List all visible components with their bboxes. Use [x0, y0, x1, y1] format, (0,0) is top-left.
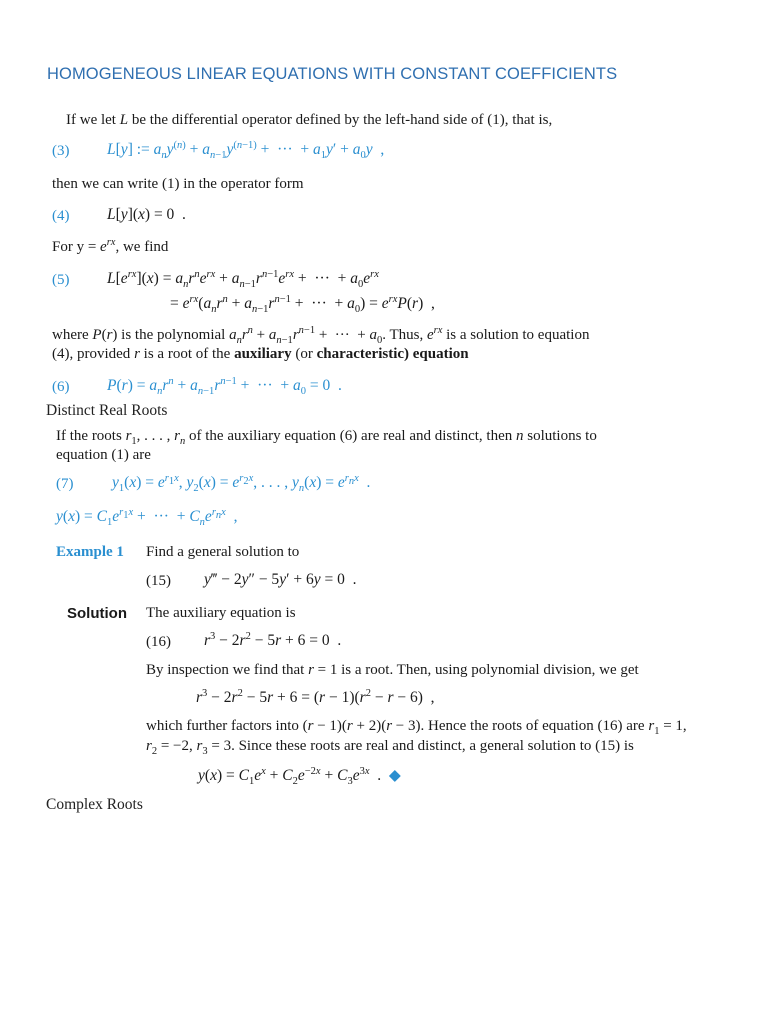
equation-7-tag: (7) — [56, 476, 74, 492]
end-of-solution-icon: ◆ — [388, 767, 401, 784]
equation-15-tag: (15) — [146, 573, 171, 589]
solution-text: The auxiliary equation is — [146, 605, 296, 621]
final-solution: $y(x) = C_1e^x + C_2e^{-2x} + C_3e^{3x}$ . ◆ — [198, 765, 401, 788]
equation-5-tag: (5) — [52, 272, 70, 288]
equation-7: $y_1(x) = e^{r_1x}$, $y_2(x) = e^{r_2x}$, . . . , $y_n(x) = e^{r_nx}$ . — [112, 472, 371, 495]
page-title: HOMOGENEOUS LINEAR EQUATIONS WITH CONSTANT COEFFICIENTS — [47, 65, 618, 83]
equation-5-line2: = $e^{rx}(a_nr^n + a_{n-1}r^{n-1}$ + ··· + $a_0) = e^{rx}P(r)$ , — [170, 293, 435, 316]
solution-paragraph-1: By inspection we find that r = 1 is a root. Then, using polynomial division, we get — [146, 662, 639, 678]
equation-3-tag: (3) — [52, 143, 70, 159]
section-distinct-real-roots: Distinct Real Roots — [46, 402, 168, 419]
equation-15: y‴ − 2y″ − 5y′ + 6y = 0 . — [204, 571, 357, 588]
solution-label: Solution — [67, 605, 127, 622]
equation-5-line1: $L[e^{rx}](x) = a_nr^ne^{rx} + a_{n-1}r^{n-1}e^{rx}$ + ··· + $a_0e^{rx}$ — [107, 268, 379, 291]
equation-16-tag: (16) — [146, 634, 171, 650]
example-label: Example 1 — [56, 544, 124, 560]
equation-6: $P(r) = a_nr^n + a_{n-1}r^{n-1}$ + ··· + $a_0 = 0$ . — [107, 375, 342, 398]
equation-3: L[y] := $a_ny^{(n)} + a_{n-1}y^{(n-1)}$ + ··· + $a_1y' + a_0y$ , — [107, 139, 385, 162]
roots-paragraph-line2: equation (1) are — [56, 447, 151, 463]
equation-4-tag: (4) — [52, 208, 70, 224]
solution-paragraph-3: $r_2 = -2$, $r_3 = 3$. Since these roots are real and distinct, a general solution to (15) is — [146, 738, 634, 757]
general-solution: $y(x) = C_1e^{r_1x}$ + ··· + $C_ne^{r_nx}$ , — [56, 506, 238, 529]
operator-paragraph: then we can write (1) in the operator form — [52, 176, 304, 192]
equation-4: L[y](x) = 0 . — [107, 206, 186, 223]
roots-paragraph-line1: If the roots $r_1$, . . . , $r_n$ of the auxiliary equation (6) are real and distinct, then n solutions to — [56, 428, 597, 447]
section-complex-roots: Complex Roots — [46, 796, 143, 813]
factor-equation: $r^3 - 2r^2 - 5r + 6 = (r - 1)(r^2 - r - 6)$ , — [196, 687, 435, 706]
example-text: Find a general solution to — [146, 544, 300, 560]
intro-paragraph: If we let L be the differential operator defined by the left-hand side of (1), that is, — [66, 112, 553, 128]
for-paragraph: For $y = e^{rx}$, we find — [52, 237, 169, 255]
equation-16: $r^3 - 2r^2 - 5r + 6 = 0$ . — [204, 630, 342, 649]
solution-paragraph-2: which further factors into (r − 1)(r + 2)(r − 3). Hence the roots of equation (16) are $r_1 = 1$, — [146, 718, 687, 737]
where-paragraph-line1: where P(r) is the polynomial $a_nr^n + a_{n-1}r^{n-1}$ + ··· + $a_0$. Thus, $e^{rx}$ is a solution to equation — [52, 325, 590, 346]
where-paragraph-line2: (4), provided r is a root of the auxiliary (or characteristic) equation — [52, 346, 469, 362]
equation-6-tag: (6) — [52, 379, 70, 395]
